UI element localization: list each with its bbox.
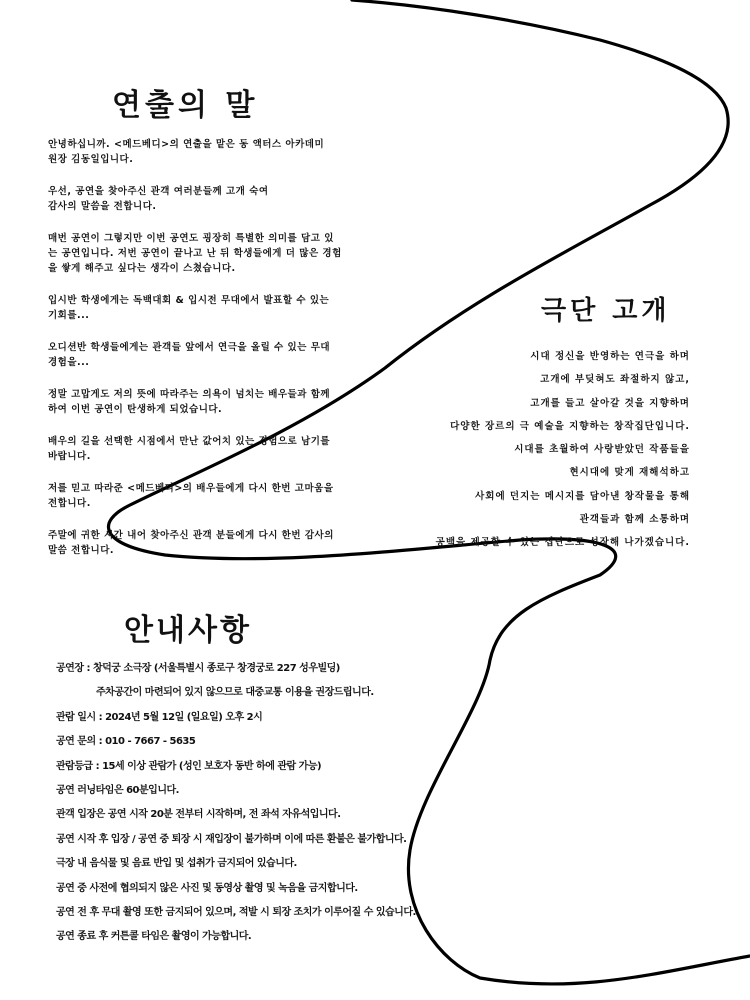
guide-item-admission: 관객 입장은 공연 시작 20분 전부터 시작하며, 전 좌석 자유석입니다.: [56, 809, 341, 821]
director-paragraph: 오디션반 학생들에게는 관객들 앞에서 연극을 올릴 수 있는 무대 경험을...: [48, 342, 331, 368]
director-paragraph: 안녕하십니까. <메드베디>의 연출을 맡은 동 액터스 아카데미 원장 김동일입니다.: [48, 139, 325, 165]
troupe-line: 시대를 초월하여 사랑받았던 작품들을: [514, 444, 690, 456]
troupe-line: 공백을 제공할 수 있는 집단으로 성장해 나가겠습니다.: [435, 537, 690, 549]
troupe-line: 관객들과 함께 소통하며: [579, 514, 690, 526]
troupe-line: 사회에 던지는 메시지를 담아낸 창작물을 통해: [475, 490, 690, 502]
guide-item-datetime: 관람 일시 : 2024년 5월 12일 (일요일) 오후 2시: [56, 711, 263, 723]
guide-item-parking: 주차공간이 마련되어 있지 않으므로 대중교통 이용을 권장드립니다.: [96, 687, 374, 699]
director-paragraph: 주말에 귀한 시간 내어 찾아주신 관객 분들에게 다시 한번 감사의 말씀 전합니다.: [48, 530, 334, 556]
guide-item-recording: 공연 중 사전에 협의되지 않은 사진 및 동영상 촬영 및 녹음을 금지합니다.: [56, 882, 358, 894]
director-paragraph: 우선, 공연을 찾아주신 관객 여러분들께 고개 숙여 감사의 말씀을 전합니다.: [48, 186, 269, 212]
director-paragraph: 입시반 학생에게는 독백대회 & 입시전 무대에서 발표할 수 있는 기회를...: [48, 295, 330, 321]
director-paragraph: 매번 공연이 그렇지만 이번 공연도 굉장히 특별한 의미를 담고 있 는 공연입니다. 저번 공연이 끝나고 난 뒤 학생들에게 더 많은 경험 을 쌓게 해주고 싶다는 생각이 스쳤습니다.: [48, 233, 342, 274]
troupe-line: 현시대에 맞게 재해석하고: [569, 467, 690, 479]
guide-item-contact: 공연 문의 : 010 - 7667 - 5635: [56, 736, 196, 748]
troupe-line: 다양한 장르의 극 예술을 지향하는 창작집단입니다.: [450, 420, 690, 432]
guide-item-venue: 공연장 : 창덕궁 소극장 (서울특별시 종로구 창경궁로 227 성우빌딩): [56, 663, 340, 674]
guide-title: 안내사항: [124, 613, 252, 648]
director-message: [48, 137, 368, 575]
troupe-line: 시대 정신을 반영하는 연극을 하며: [530, 351, 690, 362]
director-title: 연출의 말: [112, 88, 259, 123]
troupe-line: 고개에 부딪혀도 좌절하지 않고,: [540, 374, 690, 386]
director-paragraph: 배우의 길을 선택한 시점에서 만난 값어치 있는 경험으로 남기를 바랍니다.: [48, 436, 331, 462]
troupe-intro: [380, 345, 690, 555]
guide-item-food: 극장 내 음식물 및 음료 반입 및 섭취가 금지되어 있습니다.: [56, 858, 297, 870]
troupe-line: 고개를 들고 살아갈 것을 지향하며: [530, 397, 690, 409]
director-paragraph: 정말 고맙게도 저의 뜻에 따라주는 의욕이 넘치는 배우들과 함께 하여 이번 공연이 탄생하게 되었습니다.: [48, 389, 331, 415]
troupe-title: 극단 고개: [541, 296, 671, 326]
guide-item-curtain-call: 공연 종료 후 커튼콜 타임은 촬영이 가능합니다.: [56, 931, 252, 943]
guide-item-stage-photo: 공연 전 후 무대 촬영 또한 금지되어 있으며, 적발 시 퇴장 조치가 이루어질 수 있습니다.: [56, 907, 416, 919]
director-paragraph: 저를 믿고 따라준 <메드베디>의 배우들에게 다시 한번 고마움을 전합니다.: [48, 483, 334, 509]
guide-item-runtime: 공연 러닝타임은 60분입니다.: [56, 785, 179, 797]
guide-item-rating: 관람등급 : 15세 이상 관람가 (성인 보호자 동반 하에 관람 가능): [56, 760, 322, 772]
guide-item-reentry: 공연 시작 후 입장 / 공연 중 퇴장 시 재입장이 불가하며 이에 따른 환불은 불가합니다.: [56, 833, 407, 845]
guide-list: [56, 657, 456, 950]
